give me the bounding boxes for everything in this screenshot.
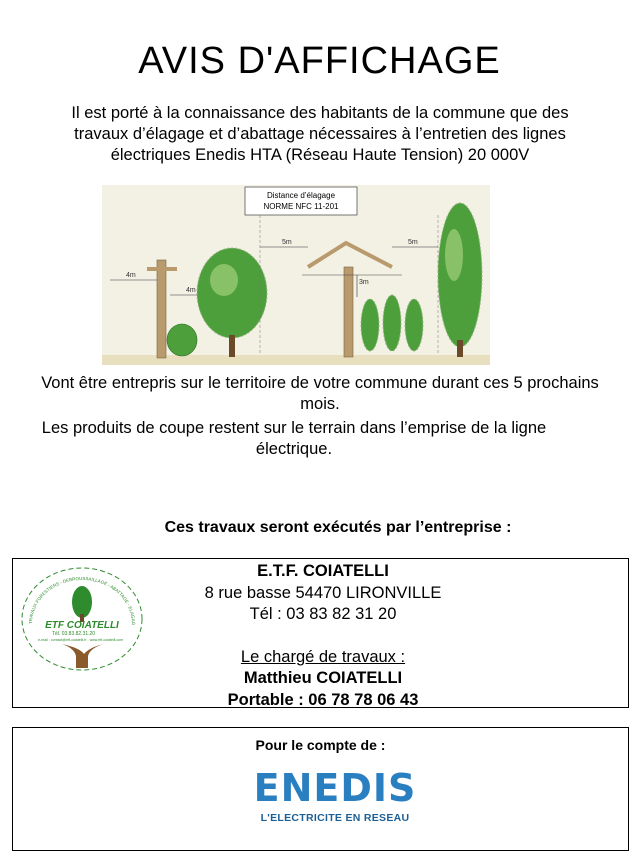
company-box (12, 558, 629, 708)
intro-line: travaux d’élagage et d’abattage nécessaires à l’entretien des lignes (74, 125, 566, 143)
poplar-2 (383, 295, 401, 351)
company-name: E.T.F. COIATELLI (257, 562, 389, 580)
dim-label-3m: 3m (359, 279, 369, 286)
tall-tree-crown (438, 203, 482, 347)
company-info (143, 559, 503, 711)
notice-line: mois. (300, 395, 340, 413)
notice-title: AVIS D'AFFICHAGE (138, 40, 501, 82)
logo-arc-text: TRAVAUX FORESTIERS - DEBROUSSAILLAGE - ABATTAGE - ELAGAG (27, 575, 137, 626)
contractor-heading: Ces travaux seront exécutés par l’entreprise : (164, 519, 512, 536)
norm-label-title: Distance d’élagage (266, 191, 336, 200)
intro-paragraph (70, 103, 570, 166)
dim-label-4m-right: 4m (186, 287, 196, 294)
dim-label-4m-left: 4m (126, 272, 136, 279)
small-bush (167, 324, 197, 356)
account-box (12, 727, 629, 851)
manager-label: Le chargé de travaux : (240, 647, 406, 666)
account-label: Pour le compte de : (255, 737, 386, 753)
notice-line: Vont être entrepris sur le territoire de votre commune durant ces 5 prochains (41, 374, 599, 392)
dim-label-5m-right: 5m (408, 239, 418, 246)
etf-coiatelli-logo (18, 564, 146, 674)
round-tree-trunk (229, 335, 235, 357)
notice-paragraph-2 (14, 418, 574, 460)
manager-mobile: Portable : 06 78 78 06 43 (227, 690, 419, 709)
norm-label-norm: NORME NFC 11-201 (263, 202, 339, 211)
tall-tree-trunk (457, 340, 463, 357)
manager-name: Matthieu COIATELLI (243, 669, 403, 687)
poplar-3 (405, 299, 423, 351)
logo-stump-icon (62, 644, 104, 668)
enedis-tagline: L'ELECTRICITE EN RESEAU (260, 812, 410, 824)
notice-line: électrique. (255, 440, 333, 458)
notice-line: Les produits de coupe restent sur le terrain dans l’emprise de la ligne (41, 419, 547, 437)
poplar-1 (361, 299, 379, 351)
company-address: 8 rue basse 54470 LIRONVILLE (204, 583, 442, 602)
intro-line: électriques Enedis HTA (Réseau Haute Tension) 20 000V (110, 146, 530, 164)
intro-line: Il est porté à la connaissance des habitants de la commune que des (71, 104, 569, 122)
left-pole (157, 260, 166, 358)
logo-contact: e-mail : contact@etf-coiatelli.fr - www.etf-coiatelli.com (38, 638, 124, 642)
enedis-logo (251, 766, 419, 830)
company-phone: Tél : 03 83 82 31 20 (249, 605, 397, 623)
logo-tree-icon (72, 586, 92, 618)
central-pole (344, 267, 353, 357)
left-crossarm (147, 267, 177, 271)
enedis-wordmark: ENEDIS (253, 766, 417, 810)
logo-name: ETF COIATELLI (45, 620, 119, 631)
dim-label-5m-left: 5m (282, 239, 292, 246)
logo-tel: Tél. 03.83.82.31.20 (52, 631, 96, 637)
notice-paragraph-1 (14, 373, 626, 415)
pruning-distance-diagram (102, 185, 490, 365)
